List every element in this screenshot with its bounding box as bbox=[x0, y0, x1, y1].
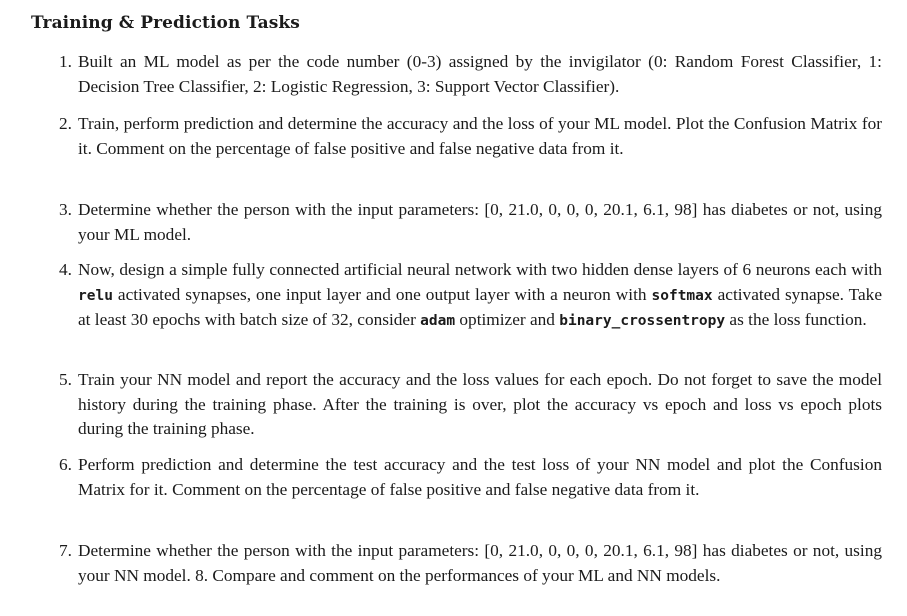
code-term-binary-crossentropy: binary_crossentropy bbox=[559, 313, 726, 329]
task-text-segment: as the loss function. bbox=[725, 310, 867, 329]
task-number: 5. bbox=[59, 370, 72, 389]
task-text-segment: Perform prediction and determine the test accuracy and the test loss of your NN model and plot the Confusion Matrix for it. Comment on the percentage of false positive and false negative data from it. bbox=[78, 455, 882, 499]
task-text-segment: Determine whether the person with the input parameters: [0, 21.0, 0, 0, 0, 20.1, 6.1, 98] has diabetes or not, using your ML model. bbox=[78, 200, 882, 244]
task-item bbox=[50, 198, 882, 247]
task-number: 1. bbox=[59, 52, 72, 71]
section-title: Training & Prediction Tasks bbox=[31, 13, 300, 33]
task-item bbox=[50, 368, 882, 442]
task-item bbox=[50, 258, 882, 334]
task-text bbox=[78, 258, 882, 334]
task-item bbox=[50, 50, 882, 99]
task-text-segment: activated synapses, one input layer and one output layer with a neuron with bbox=[112, 284, 652, 304]
task-text-segment: Train your NN model and report the accuracy and the loss values for each epoch. Do not forget to save the model history during the training phase. After the training is over, plot the accuracy vs epoch and loss vs epoch plots during the training phase. bbox=[78, 370, 882, 438]
task-item bbox=[50, 112, 882, 161]
task-text bbox=[78, 453, 882, 502]
task-text-segment: Built an ML model as per the code number (0-3) assigned by the invigilator (0: Random Forest Classifier, 1: Decision Tree Classifier, 2: Logistic Regression, 3: Support Vector Classifier). bbox=[78, 52, 882, 96]
code-term-softmax: softmax bbox=[651, 287, 713, 304]
task-text-segment: activated synapse. Take at least 30 epochs with batch size of 32, consider bbox=[78, 284, 882, 329]
task-item bbox=[50, 453, 882, 502]
task-text bbox=[78, 539, 882, 588]
task-text-segment: optimizer and bbox=[455, 310, 560, 329]
task-number: 4. bbox=[59, 260, 72, 279]
task-number: 2. bbox=[59, 114, 72, 133]
task-text bbox=[78, 368, 882, 442]
task-text bbox=[78, 112, 882, 161]
task-number: 3. bbox=[59, 200, 72, 219]
code-term-adam: adam bbox=[420, 313, 456, 329]
task-number: 7. bbox=[59, 541, 72, 560]
task-text-segment: Now, design a simple fully connected artificial neural network with two hidden dense layers of 6 neurons each with bbox=[78, 260, 882, 279]
task-text-segment: Determine whether the person with the input parameters: [0, 21.0, 0, 0, 0, 20.1, 6.1, 98] has diabetes or not, using your NN model. 8. Compare and comment on the performances of your ML and NN models. bbox=[78, 541, 882, 585]
task-text bbox=[78, 50, 882, 99]
task-item bbox=[50, 539, 882, 588]
task-text-segment: Train, perform prediction and determine the accuracy and the loss of your ML model. Plot the Confusion Matrix for it. Comment on the percentage of false positive and false negative data from it. bbox=[78, 114, 882, 158]
task-number: 6. bbox=[59, 455, 72, 474]
task-text bbox=[78, 198, 882, 247]
code-term-relu: relu bbox=[78, 287, 113, 304]
